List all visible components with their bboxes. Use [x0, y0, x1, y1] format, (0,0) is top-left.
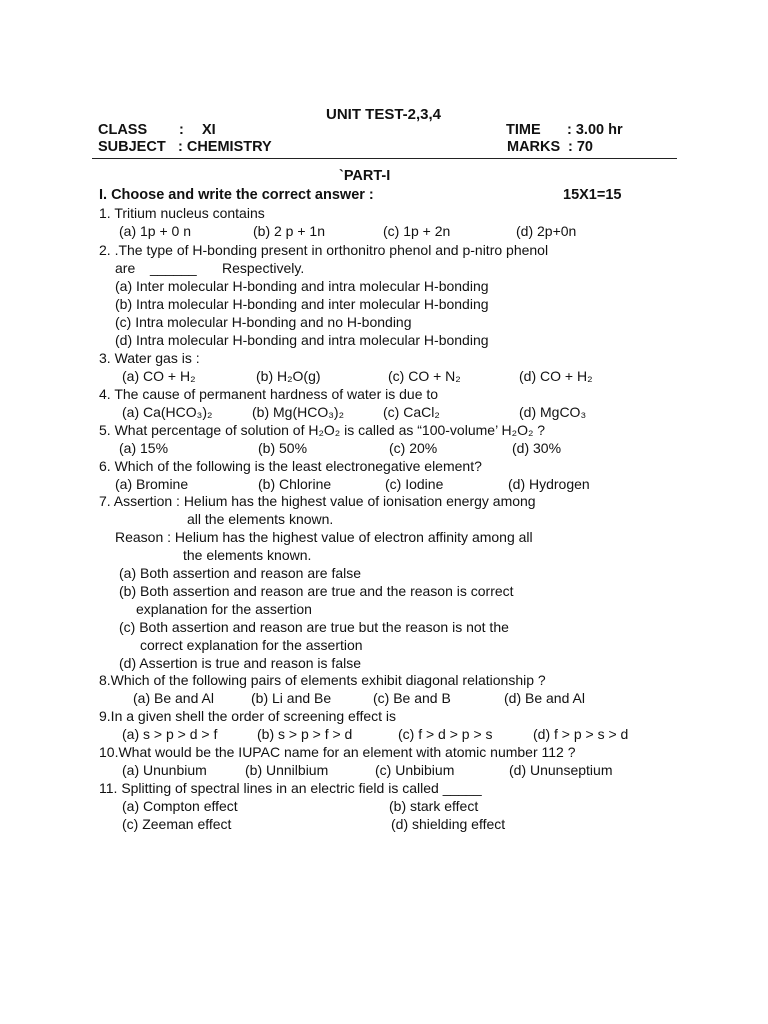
q1-option-d: (d) 2p+0n	[516, 223, 577, 239]
q1-option-b: (b) 2 p + 1n	[253, 223, 325, 239]
q2-option-d: (d) Intra molecular H-bonding and intra molecular H-bonding	[115, 332, 489, 348]
section-marks: 15X1=15	[563, 187, 622, 203]
question-9: 9.In a given shell the order of screening effect is	[99, 708, 397, 724]
test-title: UNIT TEST-2,3,4	[326, 106, 442, 123]
q4-option-b: (b) Mg(HCO₃)₂	[252, 404, 345, 420]
q8-option-a: (a) Be and Al	[133, 690, 214, 706]
q4-option-a: (a) Ca(HCO₃)₂	[122, 404, 213, 420]
q3-option-b: (b) H₂O(g)	[256, 368, 321, 384]
q2-are: are	[115, 260, 136, 276]
question-7-assertion: 7. Assertion : Helium has the highest value of ionisation energy among	[99, 493, 536, 509]
class-label: CLASS	[98, 122, 148, 138]
q9-option-b: (b) s > p > f > d	[257, 726, 353, 742]
class-value: XI	[202, 122, 216, 138]
q11-option-c: (c) Zeeman effect	[122, 816, 232, 832]
q3-option-c: (c) CO + N₂	[388, 368, 461, 384]
q11-option-d: (d) shielding effect	[391, 816, 506, 832]
q2-respectively: Respectively.	[222, 260, 305, 276]
q5-option-c: (c) 20%	[389, 440, 438, 456]
question-3: 3. Water gas is :	[99, 350, 200, 366]
q8-option-c: (c) Be and B	[373, 690, 451, 706]
q6-option-b: (b) Chlorine	[258, 476, 332, 492]
question-2: 2. .The type of H-bonding present in orthonitro phenol and p-nitro phenol	[99, 242, 549, 258]
q7-option-a: (a) Both assertion and reason are false	[119, 565, 362, 581]
part-label: `PART-I	[339, 168, 391, 184]
section-instruction: I. Choose and write the correct answer :	[99, 187, 374, 203]
q5-option-a: (a) 15%	[119, 440, 169, 456]
class-separator: :	[179, 122, 184, 138]
question-6: 6. Which of the following is the least electronegative element?	[99, 458, 482, 474]
q6-option-d: (d) Hydrogen	[508, 476, 590, 492]
q10-option-c: (c) Unbibium	[375, 762, 455, 778]
time-value: : 3.00 hr	[567, 122, 623, 138]
q7-option-c-cont: correct explanation for the assertion	[140, 637, 363, 653]
q8-option-d: (d) Be and Al	[504, 690, 585, 706]
q2-option-c: (c) Intra molecular H-bonding and no H-bonding	[115, 314, 412, 330]
q7-option-b: (b) Both assertion and reason are true and the reason is correct	[119, 583, 514, 599]
q4-option-c: (c) CaCl₂	[383, 404, 440, 420]
q4-option-d: (d) MgCO₃	[519, 404, 587, 420]
q10-option-d: (d) Ununseptium	[509, 762, 613, 778]
question-11: 11. Splitting of spectral lines in an electric field is called _____	[99, 780, 482, 796]
q6-option-a: (a) Bromine	[115, 476, 189, 492]
q5-option-b: (b) 50%	[258, 440, 308, 456]
q9-option-a: (a) s > p > d > f	[122, 726, 218, 742]
question-10: 10.What would be the IUPAC name for an element with atomic number 112 ?	[99, 744, 576, 760]
subject-value: : CHEMISTRY	[178, 139, 272, 155]
question-7-assertion-cont: all the elements known.	[187, 511, 334, 527]
q7-option-d: (d) Assertion is true and reason is false	[119, 655, 362, 671]
q5-option-d: (d) 30%	[512, 440, 562, 456]
q1-option-c: (c) 1p + 2n	[383, 223, 451, 239]
q6-option-c: (c) Iodine	[385, 476, 444, 492]
q3-option-d: (d) CO + H₂	[519, 368, 593, 384]
q10-option-b: (b) Unnilbium	[245, 762, 329, 778]
subject-label: SUBJECT	[98, 139, 166, 155]
question-4: 4. The cause of permanent hardness of water is due to	[99, 386, 439, 402]
question-7-reason: Reason : Helium has the highest value of electron affinity among all	[115, 529, 533, 545]
marks-value: : 70	[568, 139, 593, 155]
q10-option-a: (a) Ununbium	[122, 762, 207, 778]
q8-option-b: (b) Li and Be	[251, 690, 332, 706]
q2-option-a: (a) Inter molecular H-bonding and intra molecular H-bonding	[115, 278, 489, 294]
question-7-reason-cont: the elements known.	[183, 547, 312, 563]
q11-option-b: (b) stark effect	[389, 798, 479, 814]
q3-option-a: (a) CO + H₂	[122, 368, 196, 384]
q1-option-a: (a) 1p + 0 n	[119, 223, 191, 239]
q9-option-c: (c) f > d > p > s	[398, 726, 493, 742]
marks-label: MARKS	[507, 139, 561, 155]
question-5: 5. What percentage of solution of H₂O₂ is called as “100-volume’ H₂O₂ ?	[99, 422, 546, 438]
q7-option-c: (c) Both assertion and reason are true but the reason is not the	[119, 619, 509, 635]
q7-option-b-cont: explanation for the assertion	[136, 601, 312, 617]
q9-option-d: (d) f > p > s > d	[533, 726, 629, 742]
q2-blank: ______	[150, 260, 197, 276]
q11-option-a: (a) Compton effect	[122, 798, 238, 814]
question-8: 8.Which of the following pairs of elements exhibit diagonal relationship ?	[99, 672, 546, 688]
q2-option-b: (b) Intra molecular H-bonding and inter molecular H-bonding	[115, 296, 489, 312]
question-1: 1. Tritium nucleus contains	[99, 205, 265, 221]
header-divider	[92, 158, 677, 159]
time-label: TIME	[506, 122, 541, 138]
